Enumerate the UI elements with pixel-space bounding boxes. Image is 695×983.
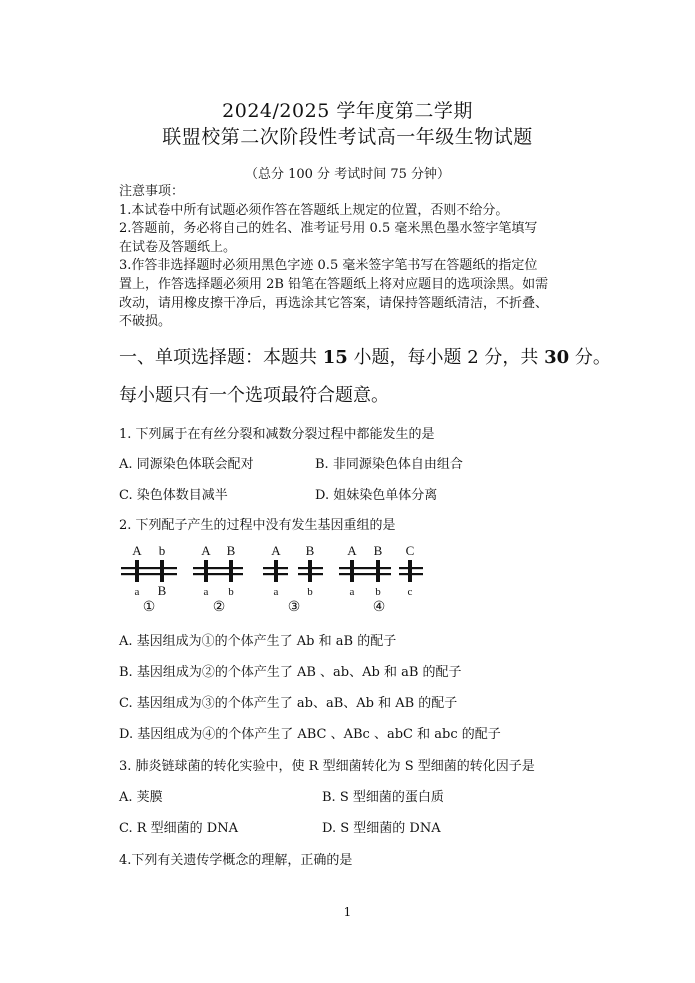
q2-option-b: B. 基因组成为②的个体产生了 AB 、ab、Ab 和 aB 的配子	[119, 665, 462, 680]
gene-label: a	[203, 586, 209, 598]
diagram-group-label: ③	[287, 600, 301, 615]
diagram-group-1	[121, 543, 177, 615]
chromosome-diagram	[119, 540, 439, 616]
q2-option-d: D. 基因组成为④的个体产生了 ABC 、ABc 、abC 和 abc 的配子	[119, 727, 501, 742]
q3-stem: 3. 肺炎链球菌的转化实验中，使 R 型细菌转化为 S 型细菌的转化因子是	[119, 759, 535, 774]
notes-heading: 注意事项：	[119, 184, 185, 199]
q3-option-d: D. S 型细菌的 DNA	[322, 821, 441, 836]
gene-label: a	[273, 586, 279, 598]
gene-label: A	[347, 543, 357, 558]
q1-option-a: A. 同源染色体联会配对	[119, 457, 254, 472]
notes-line: 不破损。	[119, 314, 172, 330]
exam-subtitle: （总分 100 分 考试时间 75 分钟）	[244, 167, 451, 182]
gene-label: A	[201, 543, 211, 558]
gene-label: a	[134, 586, 140, 598]
section1-instruction: 每小题只有一个选项最符合题意。	[119, 385, 389, 406]
section1-heading: 一、单项选择题：本题共 15 小题，每小题 2 分，共 30 分。	[119, 347, 611, 368]
gene-label: B	[157, 583, 167, 598]
q2-option-a: A. 基因组成为①的个体产生了 Ab 和 aB 的配子	[119, 634, 397, 649]
diagram-group-label: ②	[212, 600, 226, 615]
exam-title-line2: 联盟校第二次阶段性考试高一年级生物试题	[162, 126, 533, 148]
gene-label: A	[132, 543, 142, 558]
notes-line: 在试卷及答题纸上。	[119, 239, 237, 255]
gene-label: a	[349, 586, 355, 598]
q3-option-c: C. R 型细菌的 DNA	[119, 821, 238, 836]
gene-label: B	[226, 543, 236, 558]
gene-label: b	[307, 586, 313, 598]
notes-line: 改动，请用橡皮擦干净后，再选涂其它答案，请保持答题纸清洁，不折叠、	[119, 295, 549, 311]
notes-block	[119, 183, 589, 332]
gene-label: B	[373, 543, 383, 558]
gene-label: A	[271, 543, 281, 558]
diagram-group-4	[339, 543, 423, 615]
notes-line: 3.作答非选择题时必须用黑色字迹 0.5 毫米签字笔书写在答题纸的指定位	[119, 258, 538, 274]
gene-label: b	[375, 586, 381, 598]
q2-option-c: C. 基因组成为③的个体产生了 ab、aB、Ab 和 AB 的配子	[119, 696, 458, 711]
notes-line: 2.答题前，务必将自己的姓名、准考证号用 0.5 毫米黑色墨水签字笔填写	[119, 221, 538, 237]
q1-option-d: D. 姐妹染色单体分离	[315, 488, 438, 503]
page-number: 1	[343, 905, 352, 919]
gene-label: B	[305, 543, 315, 558]
diagram-group-label: ①	[142, 600, 156, 615]
q1-option-c: C. 染色体数目减半	[119, 488, 228, 503]
q4-stem: 4.下列有关遗传学概念的理解，正确的是	[119, 853, 353, 868]
q3-option-a: A. 荚膜	[119, 790, 163, 805]
gene-label: C	[405, 543, 415, 558]
q1-stem: 1. 下列属于在有丝分裂和减数分裂过程中都能发生的是	[119, 427, 435, 442]
q1-option-b: B. 非同源染色体自由组合	[315, 457, 463, 472]
gene-label: b	[228, 586, 234, 598]
q3-option-b: B. S 型细菌的蛋白质	[322, 790, 444, 805]
diagram-group-2	[193, 543, 243, 615]
q2-stem: 2. 下列配子产生的过程中没有发生基因重组的是	[119, 518, 396, 533]
exam-title-line1: 2024/2025 学年度第二学期	[222, 100, 473, 122]
diagram-group-3	[263, 543, 323, 615]
gene-label: b	[158, 543, 166, 558]
notes-line: 1.本试卷中所有试题必须作答在答题纸上规定的位置，否则不给分。	[119, 202, 509, 218]
notes-line: 置上，作答选择题必须用 2B 铅笔在答题纸上将对应题目的选项涂黑。如需	[119, 276, 549, 292]
gene-label: c	[407, 586, 413, 598]
diagram-group-label: ④	[372, 600, 386, 615]
